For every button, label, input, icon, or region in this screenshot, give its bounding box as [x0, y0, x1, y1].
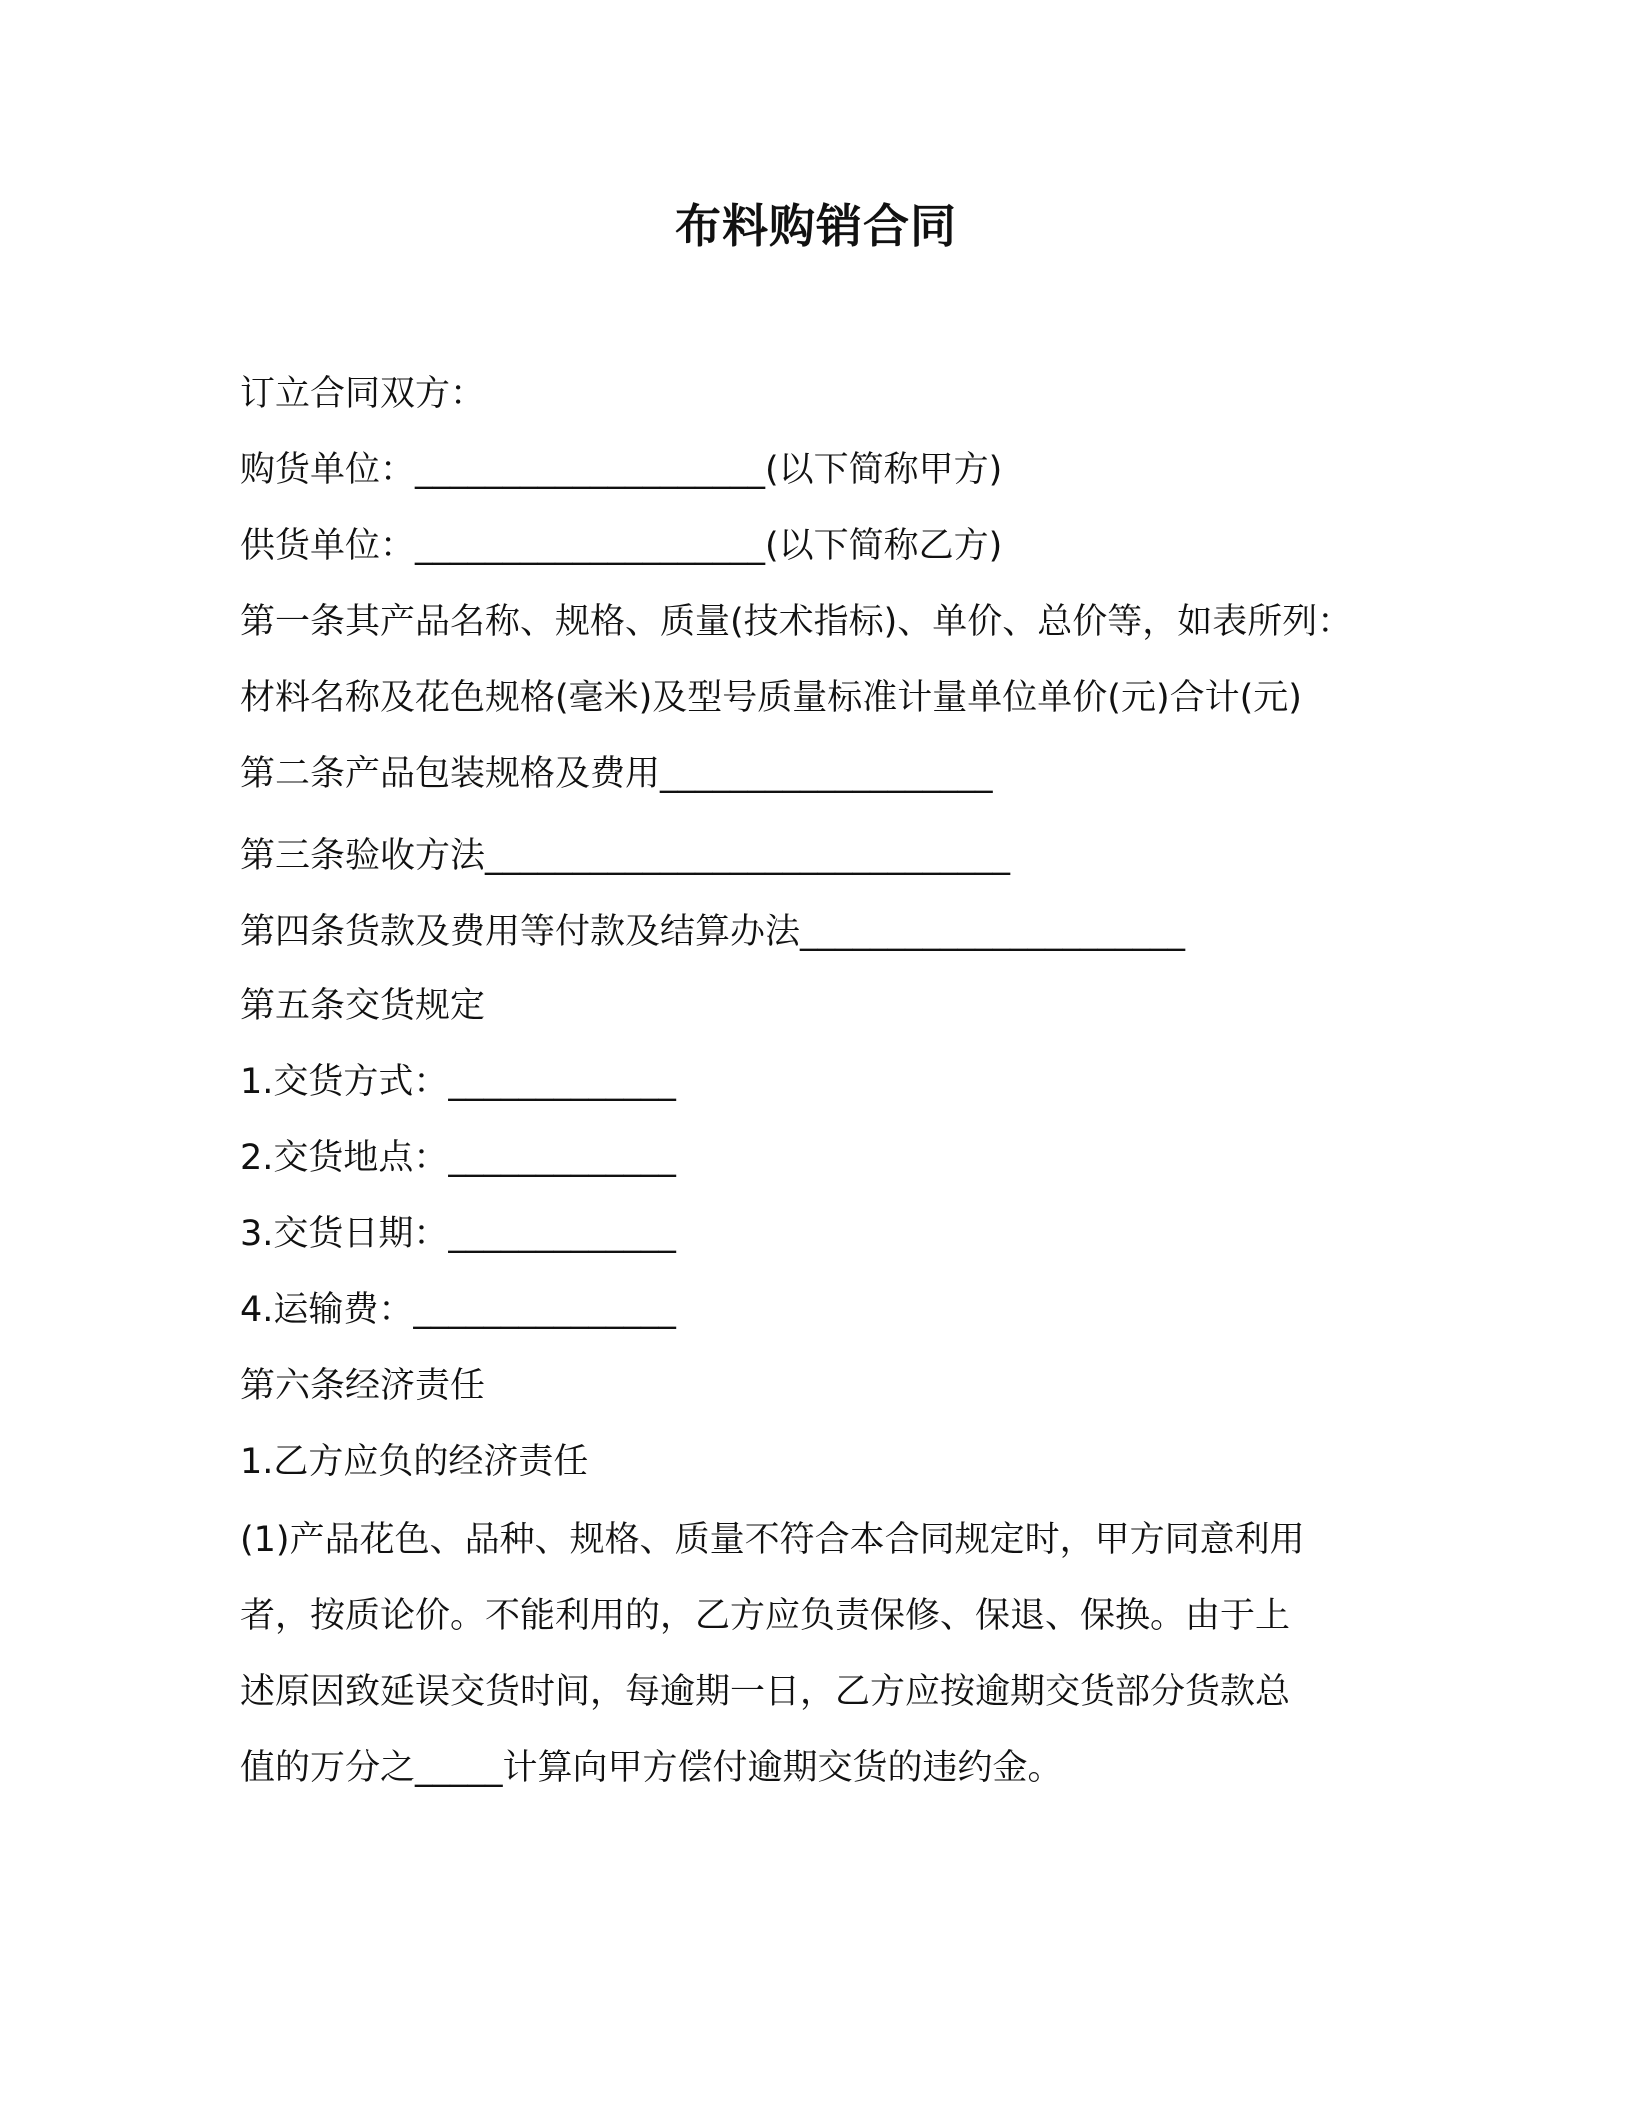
article-5: 第五条交货规定 [240, 986, 486, 1026]
article-1: 第一条其产品名称、规格、质量(技术指标)、单价、总价等，如表所列： [240, 602, 1353, 642]
seller-liability-heading: 1.乙方应负的经济责任 [240, 1442, 589, 1482]
article-4: 第四条货款及费用等付款及结算办法______________________ [240, 912, 1186, 952]
freight-cost: 4.运输费：_______________ [240, 1290, 676, 1330]
paragraph-line-1: (1)产品花色、品种、规格、质量不符合本合同规定时，甲方同意利用 [240, 1520, 1305, 1560]
article-2: 第二条产品包装规格及费用___________________ [240, 754, 993, 794]
parties-heading: 订立合同双方： [240, 374, 486, 414]
supplier-line: 供货单位：____________________(以下简称乙方) [240, 526, 1003, 566]
paragraph-line-2: 者，按质论价。不能利用的，乙方应负责保修、保退、保换。由于上 [240, 1596, 1291, 1636]
paragraph-line-4: 值的万分之_____计算向甲方偿付逾期交货的违约金。 [240, 1748, 1063, 1788]
delivery-method: 1.交货方式：_____________ [240, 1062, 676, 1102]
delivery-date: 3.交货日期：_____________ [240, 1214, 676, 1254]
delivery-location: 2.交货地点：_____________ [240, 1138, 676, 1178]
buyer-line: 购货单位：____________________(以下简称甲方) [240, 450, 1003, 490]
table-columns-line: 材料名称及花色规格(毫米)及型号质量标准计量单位单价(元)合计(元) [240, 678, 1302, 718]
article-6: 第六条经济责任 [240, 1366, 486, 1406]
article-3: 第三条验收方法______________________________ [240, 836, 1011, 876]
paragraph-line-3: 述原因致延误交货时间，每逾期一日，乙方应按逾期交货部分货款总 [240, 1672, 1291, 1712]
document-title: 布料购销合同 [675, 199, 957, 253]
